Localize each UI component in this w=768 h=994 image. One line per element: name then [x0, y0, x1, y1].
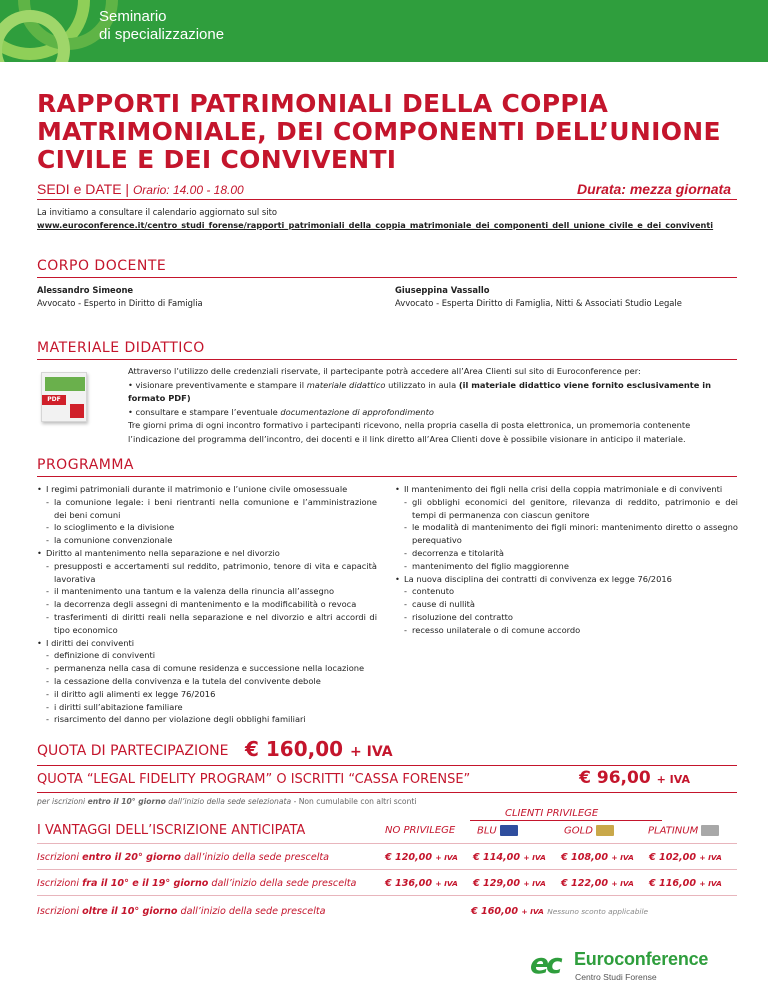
program-topic: • La nuova disciplina dei contratti di convivenza ex legge 76/2016 [395, 573, 738, 586]
iva-label: + IVA [699, 879, 722, 888]
price-cell [471, 906, 648, 917]
teacher-card [395, 284, 682, 310]
quota-label: QUOTA DI PARTECIPAZIONE [37, 743, 229, 759]
col-head-blu [477, 825, 518, 837]
kicker-line: Seminario [99, 8, 167, 25]
row-label [37, 878, 356, 889]
clienti-privilege-label: CLIENTI PRIVILEGE [505, 808, 599, 819]
program-subtopic: - risoluzione del contratto [395, 611, 738, 624]
program-topic: • I diritti dei conviventi [37, 637, 377, 650]
program-topic: • Diritto al mantenimento nella separazione e nel divorzio [37, 547, 377, 560]
program-subtopic: - il diritto agli alimenti ex legge 76/2016 [37, 688, 377, 701]
divider [37, 895, 737, 896]
card-platinum-icon [701, 825, 719, 836]
program-topic: • Il mantenimento dei figli nella crisi della coppia matrimoniale e di conviventi [395, 483, 738, 496]
divider [37, 869, 737, 870]
text: (il materiale didattico viene fornito esclusivamente in formato PDF) [128, 379, 711, 404]
program-subtopic: - mantenimento del figlio maggiorenne [395, 560, 738, 573]
text: Iscrizioni [37, 852, 83, 863]
text: materiale didattico [306, 379, 386, 390]
col-head-gold [564, 825, 614, 837]
text: - Non cumulabile con altri sconti [291, 797, 417, 806]
text: entro il 20° giorno [82, 852, 181, 863]
sedi-label: SEDI e DATE | [37, 181, 133, 197]
price-cell [473, 878, 546, 889]
header-banner [0, 0, 768, 62]
materiale-bullet [128, 379, 738, 406]
iva-label: + IVA [523, 879, 546, 888]
text: fra il 10° e il 19° giorno [82, 878, 209, 889]
row-label [37, 852, 329, 863]
divider [37, 792, 737, 793]
program-subtopic: - la cessazione della convivenza e la tutela del convivente debole [37, 675, 377, 688]
section-heading-materiale: MATERIALE DIDATTICO [37, 340, 205, 356]
title-line: CIVILE E DEI CONVIVENTI [37, 145, 397, 174]
text: GOLD [564, 825, 593, 837]
iva-label: + IVA [435, 853, 458, 862]
price-cell [385, 878, 458, 889]
divider [37, 765, 737, 766]
no-discount-note: Nessuno sconto applicabile [547, 907, 649, 916]
pdf-box [41, 372, 87, 422]
program-subtopic: - il mantenimento una tantum e la valenza della rinuncia all’assegno [37, 585, 377, 598]
program-subtopic: - gli obblighi economici del genitore, rilevanza di reddito, patrimonio e dei tempi di permanenza con ciascun genitore [395, 496, 738, 522]
program-subtopic: - decorrenza e titolarità [395, 547, 738, 560]
text: utilizzato in aula [385, 379, 459, 390]
vantaggi-heading: I VANTAGGI DELL’ISCRIZIONE ANTICIPATA [37, 823, 306, 838]
title-line: MATRIMONIALE, DEI COMPONENTI DELL’UNIONE [37, 117, 721, 146]
logo-mark: ec [530, 947, 560, 980]
logo-subtitle: Centro Studi Forense [575, 972, 657, 982]
text: PLATINUM [648, 825, 699, 837]
teacher-card [37, 284, 203, 310]
text: dall’inizio della sede prescelta [177, 906, 326, 917]
text: per iscrizioni [37, 797, 88, 806]
divider [37, 359, 737, 360]
fidelity-label: QUOTA “LEGAL FIDELITY PROGRAM” O ISCRITTI “CASSA FORENSE” [37, 772, 471, 787]
materiale-paragraph: Tre giorni prima di ogni incontro formativo i partecipanti ricevono, nella propria casella di posta elettronica, un promemoria contenente l’indicazione del programma dell’incontro, dei docenti e il link diretto all’Area Clienti dove è possibile visionare in anticipo il materiale. [128, 420, 691, 444]
text: dall’inizio della sede prescelta [208, 878, 357, 889]
program-subtopic: - la decorrenza degli assegni di mantenimento e la modificabilità o revoca [37, 598, 377, 611]
iva-label: + IVA [435, 879, 458, 888]
program-subtopic: - cause di nullità [395, 598, 738, 611]
program-subtopic: - i diritti sull’abitazione familiare [37, 701, 377, 714]
fidelity-price [579, 768, 690, 788]
text: € 136,00 [385, 878, 433, 889]
logo-brand: Euroconference [574, 949, 709, 969]
price-cell [649, 852, 722, 863]
price-cell [561, 852, 634, 863]
page-title [37, 90, 737, 174]
divider [37, 476, 737, 477]
program-subtopic: - presupposti e accertamenti sul reddito, patrimonio, tenore di vita e capacità lavorativa [37, 560, 377, 586]
sedi-date [37, 181, 244, 197]
text: dall’inizio della sede selezionata [165, 797, 292, 806]
program-subtopic: - risarcimento del danno per violazione degli obblighi familiari [37, 713, 377, 726]
divider [37, 277, 737, 278]
programma-right-column [395, 483, 738, 637]
price-cell [561, 878, 634, 889]
text: documentazione di approfondimento [280, 406, 434, 417]
text: € 114,00 [473, 852, 521, 863]
text: entro il 10° giorno [87, 797, 166, 806]
orario: Orario: 14.00 - 18.00 [132, 183, 244, 197]
price-cell [385, 852, 458, 863]
pdf-header-band [45, 377, 85, 391]
invite-text: La invitiamo a consultare il calendario aggiornato sul sito [37, 207, 278, 217]
divider [470, 820, 662, 821]
row-label [37, 906, 326, 917]
iva-label: + IVA [656, 773, 690, 786]
text: € 108,00 [561, 852, 609, 863]
price-value: € 96,00 [579, 768, 651, 788]
text: € 129,00 [473, 878, 521, 889]
program-subtopic: - la comunione legale: i beni rientranti nella comunione e l’amministrazione dei beni comuni [37, 496, 377, 522]
iva-label: + IVA [521, 907, 544, 916]
pdf-document-icon [37, 366, 95, 424]
durata: Durata: mezza giornata [576, 181, 731, 197]
title-line: RAPPORTI PATRIMONIALI DELLA COPPIA [37, 89, 609, 118]
program-subtopic: - recesso unilaterale o di comune accordo [395, 624, 738, 637]
seminar-kicker [99, 8, 224, 44]
iva-label: + IVA [611, 879, 634, 888]
invite-block [37, 206, 713, 232]
program-subtopic: - trasferimenti di diritti reali nella separazione e nel divorzio e altri accordi di tipo economico [37, 611, 377, 637]
program-subtopic: - la comunione convenzionale [37, 534, 377, 547]
program-subtopic: - le modalità di mantenimento dei figli minori: mantenimento diretto o assegno perequativo [395, 521, 738, 547]
price-cell [473, 852, 546, 863]
divider [37, 843, 737, 844]
materiale-bullet [128, 406, 738, 420]
col-head-no-privilege: NO PRIVILEGE [385, 825, 456, 836]
teacher-role: Avvocato - Esperta Diritto di Famiglia, Nitti & Associati Studio Legale [395, 298, 682, 308]
text: • visionare preventivamente e stampare il [128, 379, 307, 390]
fidelity-note [37, 797, 416, 806]
text: Iscrizioni [37, 878, 83, 889]
adobe-icon [70, 404, 84, 418]
quota-price [245, 737, 393, 761]
teacher-role: Avvocato - Esperto in Diritto di Famiglia [37, 298, 203, 308]
program-subtopic: - lo scioglimento e la divisione [37, 521, 377, 534]
text: € 120,00 [385, 852, 433, 863]
card-blu-icon [500, 825, 518, 836]
section-heading-programma: PROGRAMMA [37, 457, 135, 473]
price-cell [649, 878, 722, 889]
materiale-text [128, 365, 738, 447]
text: BLU [477, 825, 497, 837]
program-subtopic: - definizione di conviventi [37, 649, 377, 662]
euroconference-logo [530, 945, 740, 985]
programma-left-column [37, 483, 377, 726]
iva-label: + IVA [350, 744, 393, 760]
program-subtopic: - permanenza nella casa di comune residenza e successione nella locazione [37, 662, 377, 675]
text: dall’inizio della sede prescelta [180, 852, 330, 863]
iva-label: + IVA [523, 853, 546, 862]
card-gold-icon [596, 825, 614, 836]
iva-label: + IVA [699, 853, 722, 862]
text: € 160,00 [471, 906, 519, 917]
program-subtopic: - contenuto [395, 585, 738, 598]
iva-label: + IVA [611, 853, 634, 862]
kicker-line: di specializzazione [99, 26, 225, 43]
text: • consultare e stampare l’eventuale [128, 406, 281, 417]
program-topic: • I regimi patrimoniali durante il matrimonio e l’unione civile omosessuale [37, 483, 377, 496]
divider [37, 199, 737, 200]
section-heading-docenti: CORPO DOCENTE [37, 258, 167, 274]
text: oltre il 10° giorno [82, 906, 178, 917]
teacher-name: Alessandro Simeone [37, 285, 134, 295]
text: € 116,00 [649, 878, 697, 889]
col-head-platinum [648, 825, 719, 837]
teacher-name: Giuseppina Vassallo [395, 285, 490, 295]
text: Iscrizioni [37, 906, 83, 917]
text: € 102,00 [649, 852, 697, 863]
text: € 122,00 [561, 878, 609, 889]
pdf-tag: PDF [42, 395, 66, 405]
price-value: € 160,00 [245, 737, 344, 761]
materiale-paragraph: Attraverso l’utilizzo delle credenziali riservate, il partecipante potrà accedere all’Area Clienti sul sito di Euroconference per: [128, 366, 641, 376]
calendar-link[interactable]: www.euroconference.it/centro_studi_forense/rapporti_patrimoniali_della_coppia_matrimoniale_dei_componenti_dell_unione_civile_e_dei_conviventi [37, 220, 714, 230]
